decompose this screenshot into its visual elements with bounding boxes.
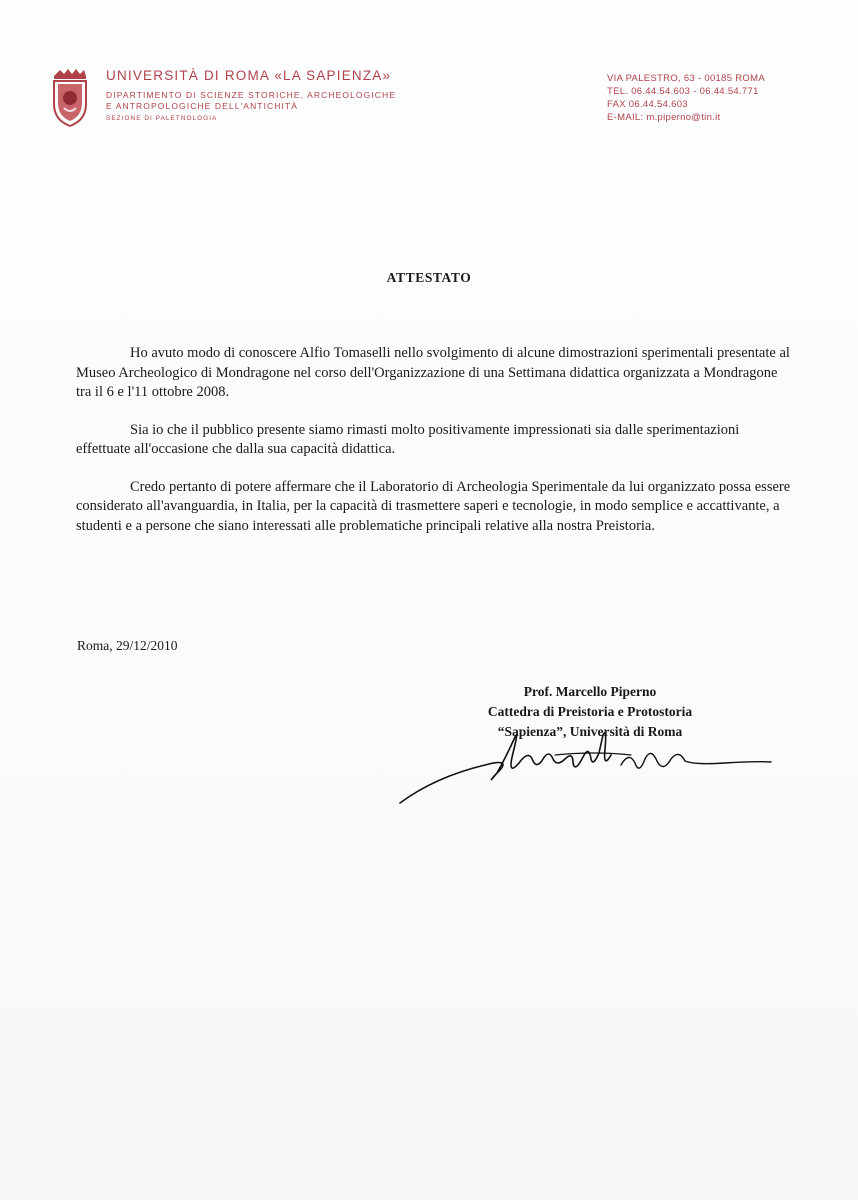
- signatory-chair: Cattedra di Preistoria e Protostoria: [487, 704, 693, 719]
- letterhead-contacts: [607, 72, 765, 124]
- signatory-name: Prof. Marcello Piperno: [523, 684, 657, 699]
- body-paragraph-1: Ho avuto modo di conoscere Alfio Tomaselli nello svolgimento di alcune dimostrazioni sperimentali presentate al Museo Archeologico di Mondragone nel corso dell'Organizzazione di una Settimana didattica organizzata a Mondragone tra il 6 e l'11 ottobre 2008.: [76, 345, 790, 400]
- document-title: ATTESTATO: [386, 270, 472, 285]
- letter-body: [76, 344, 796, 554]
- section-name: SEZIONE DI PALETNOLOGIA: [106, 115, 218, 122]
- letterhead-institution: [106, 68, 396, 122]
- telephone: TEL. 06.44.54.603 - 06.44.54.771: [607, 86, 759, 97]
- university-name: UNIVERSITÀ DI ROMA «LA SAPIENZA»: [106, 68, 392, 83]
- email: E-MAIL: m.piperno@tin.it: [607, 112, 721, 123]
- place-date: Roma, 29/12/2010: [77, 638, 178, 653]
- body-paragraph-3: Credo pertanto di potere affermare che il Laboratorio di Archeologia Sperimentale da lui organizzato possa essere considerato all'avanguardia, in Italia, per la capacità di trasmettere saperi e tecnologie, in modo semplice e accattivante, a studenti e a persone che siano interessati alle problematiche principali relative alla nostra Preistoria.: [76, 478, 791, 534]
- body-paragraph-2: Sia io che il pubblico presente siamo rimasti molto positivamente impressionati sia dalle sperimentazioni effettuate all'occasione che dalla sua capacità didattica.: [76, 421, 740, 457]
- department-line-1: DIPARTIMENTO DI SCIENZE STORICHE, ARCHEOLOGICHE: [106, 90, 397, 100]
- address: VIA PALESTRO, 63 - 00185 ROMA: [607, 73, 765, 84]
- signatory-institution: “Sapienza”, Università di Roma: [497, 724, 683, 739]
- fax: FAX 06.44.54.603: [607, 99, 688, 110]
- handwritten-signature: [395, 715, 785, 810]
- university-crest-icon: [50, 68, 90, 128]
- department-line-2: E ANTROPOLOGICHE DELL'ANTICHITÀ: [106, 101, 299, 111]
